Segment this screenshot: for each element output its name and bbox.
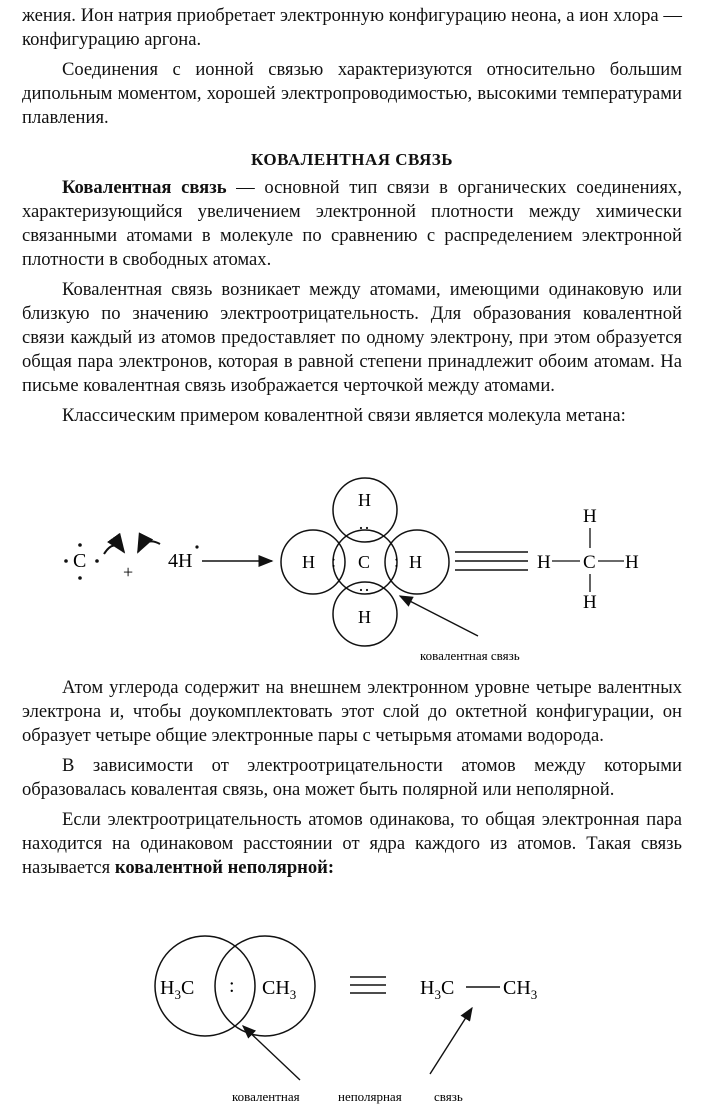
plus-sign: + bbox=[123, 562, 134, 582]
definition-text: — основной тип связи в органических соединениях, характеризующийся увеличением электронной плотности между химически связанными атомами в молекуле по сравнению с распределением электронной плотности в свободных атомах. bbox=[22, 177, 682, 270]
methane-diagram bbox=[0, 468, 714, 673]
ethane-formula-left: $H_3C$ bbox=[420, 977, 455, 1002]
nonpolar-text: Если электроотрицательность атомов одинакова, то общая электронная пара находится на одинаковом расстоянии от ядра каждого из атомов. Такая связь называется bbox=[22, 809, 682, 878]
left-methyl-group: $H_3C$ bbox=[160, 977, 195, 1002]
page-content bbox=[22, 0, 682, 428]
paragraph-ionic-properties: Соединения с ионной связью характеризуются относительно большим дипольным моментом, хорошей электропроводимостью, высокими температурами плавления. bbox=[22, 59, 682, 128]
right-pair-colon: : bbox=[394, 551, 400, 571]
carbon-electron-dot bbox=[64, 559, 68, 563]
bottom-h-label: H bbox=[358, 607, 371, 627]
covalent-bond-label: ковалентная связь bbox=[420, 648, 520, 663]
ethane-formula-right: $CH_3$ bbox=[503, 977, 538, 1002]
paragraph-carbon-octet: Атом углерода содержит на внешнем электронном уровне четыре валентных электрона и, чтобы доукомплектовать этот слой до октетной конфигурации, он образует четыре общие электронные пары с четырьмя атомами водорода. bbox=[22, 677, 682, 746]
paragraph-formation: Ковалентная связь возникает между атомами, имеющими одинаковую или близкую по значению электроотрицательность. Для образования ковалентной связи каждый из атомов предоставляет по одному электрону, при этом образуется общая пара электронов, которая в равной степени принадлежит обоим атомам. На письме ковалентная связь изображается черточкой между атомами. bbox=[22, 279, 682, 396]
right-h-label: H bbox=[409, 552, 422, 572]
pointer-arrow-left bbox=[243, 1026, 300, 1080]
nonpolar-label-word-3: связь bbox=[434, 1089, 463, 1104]
top-pair-dots: ·· bbox=[358, 518, 370, 538]
structural-h-right: H bbox=[625, 552, 639, 573]
electron-arrow bbox=[138, 541, 160, 552]
bottom-pair-dots: ·· bbox=[358, 580, 370, 600]
carbon-atom-label: C bbox=[73, 550, 87, 572]
paragraph-definition bbox=[22, 176, 682, 272]
top-h-label: H bbox=[358, 490, 371, 510]
structural-h-bottom: H bbox=[583, 592, 597, 613]
electron-arrow bbox=[104, 545, 124, 554]
structural-h-left: H bbox=[537, 552, 551, 573]
paragraph-ionic-end: жения. Ион натрия приобретает электронную конфигурацию неона, а ион хлора — конфигурацию аргона. bbox=[22, 5, 682, 50]
shared-pair-colon: : bbox=[229, 975, 235, 997]
ethane-diagram bbox=[0, 928, 714, 1109]
section-heading: КОВАЛЕНТНАЯ СВЯЗЬ bbox=[250, 150, 454, 169]
right-methyl-group: $CH_3$ bbox=[262, 977, 297, 1002]
paragraph-polarity: В зависимости от электроотрицательности атомов между которыми образовалась ковалентая связь, она может быть полярной или неполярной. bbox=[22, 755, 682, 800]
nonpolar-label-word-2: неполярная bbox=[338, 1089, 402, 1104]
carbon-electron-dot bbox=[95, 559, 99, 563]
term-covalent-bond: Ковалентная связь bbox=[62, 177, 227, 198]
structural-h-top: H bbox=[583, 506, 597, 527]
term-nonpolar-covalent: ковалентной неполярной bbox=[114, 857, 328, 878]
carbon-electron-dot bbox=[78, 543, 82, 547]
hydrogen-electron-dot bbox=[195, 545, 198, 548]
paragraph-nonpolar bbox=[22, 808, 682, 880]
left-h-label: H bbox=[302, 552, 315, 572]
left-pair-colon: : bbox=[331, 551, 337, 571]
four-hydrogen-label: 4H bbox=[168, 550, 193, 572]
pointer-arrow-right bbox=[430, 1008, 472, 1074]
carbon-electron-dot bbox=[78, 576, 82, 580]
nonpolar-label-word-1: ковалентная bbox=[232, 1089, 300, 1104]
center-c-label: C bbox=[358, 552, 371, 572]
label-pointer bbox=[400, 596, 478, 636]
page-content-lower bbox=[22, 676, 682, 880]
structural-c: C bbox=[583, 552, 596, 573]
term-colon: : bbox=[327, 857, 335, 878]
paragraph-methane-intro: Классическим примером ковалентной связи является молекула метана: bbox=[62, 405, 626, 426]
